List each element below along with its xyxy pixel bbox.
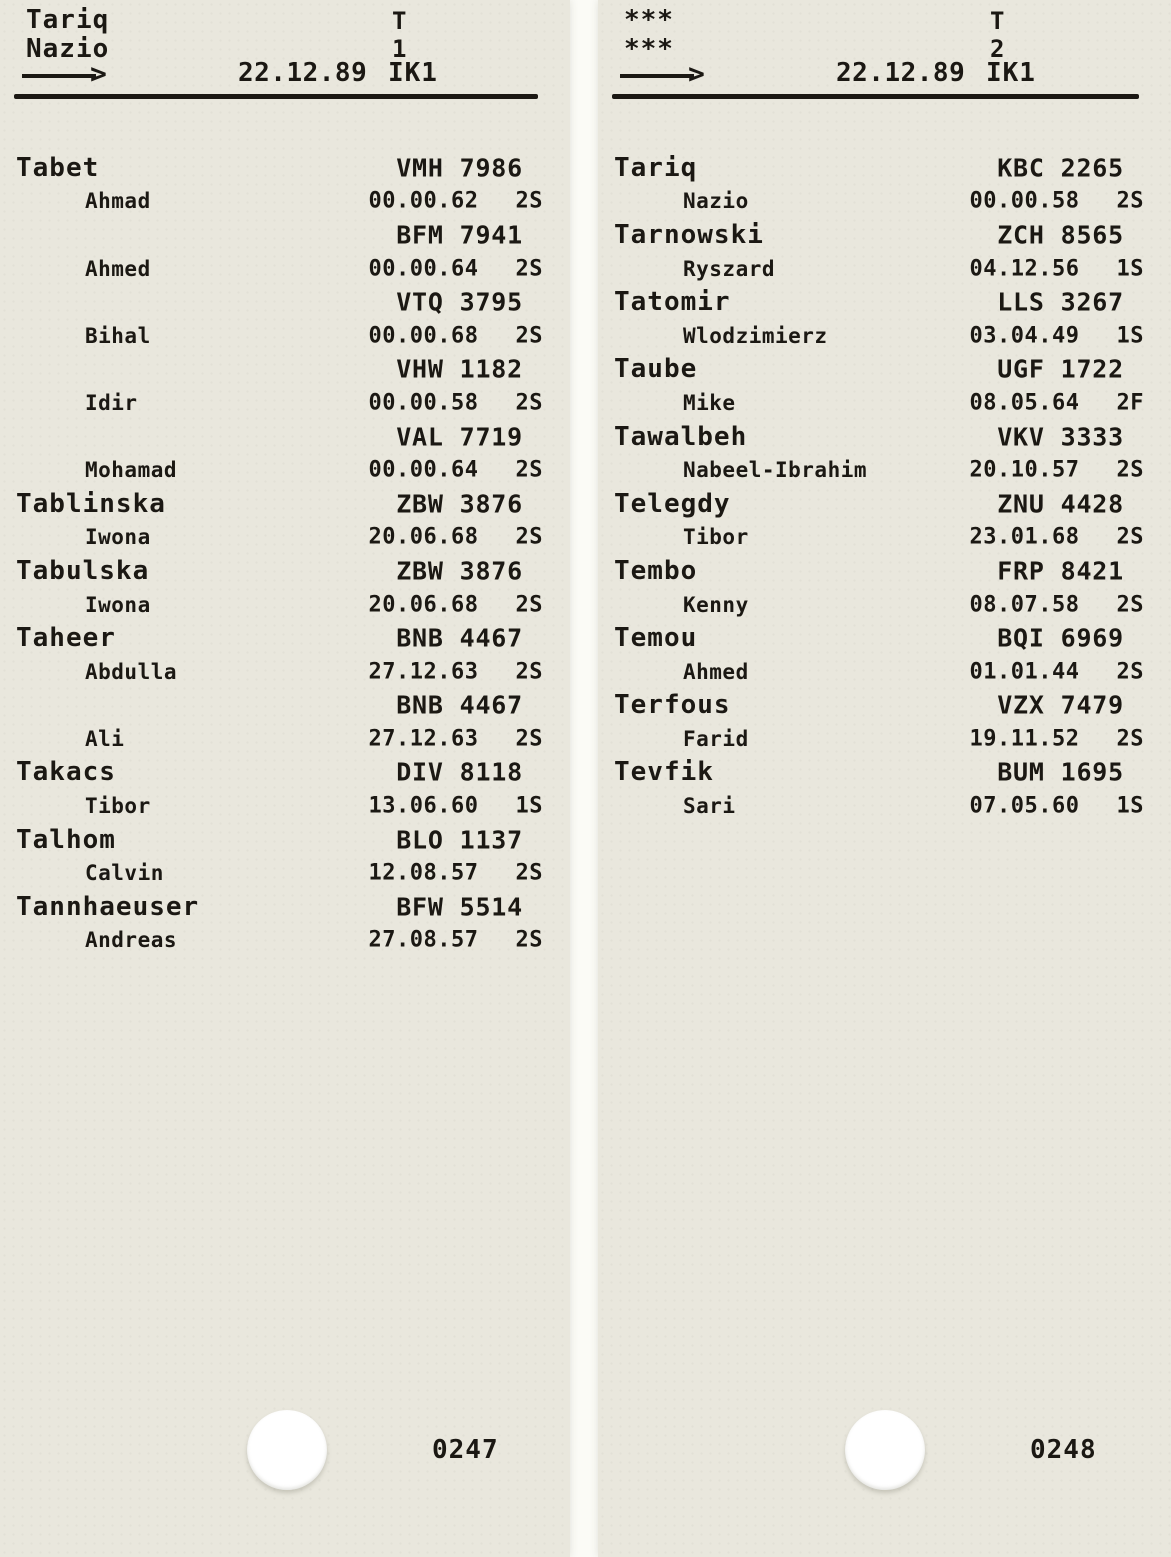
entry-row bbox=[598, 186, 1171, 220]
entry-row bbox=[0, 421, 570, 455]
entry-value bbox=[369, 323, 543, 348]
register-card-2 bbox=[598, 0, 1171, 1557]
entry-row bbox=[0, 857, 570, 891]
given-name: Mohamad bbox=[85, 458, 178, 483]
registration-code: VHW 1182 bbox=[396, 354, 523, 384]
status-code: 2S bbox=[1116, 659, 1144, 685]
entry-value bbox=[369, 726, 543, 751]
surname: Tablinska bbox=[16, 488, 166, 519]
entry-value bbox=[997, 355, 1144, 384]
birth-date: 13.06.60 bbox=[368, 793, 479, 819]
entry-value bbox=[970, 323, 1144, 348]
header-rule bbox=[14, 94, 538, 99]
entry-value bbox=[970, 525, 1144, 550]
status-code: 2S bbox=[515, 390, 543, 416]
entry-value bbox=[970, 659, 1144, 684]
status-code: 2S bbox=[515, 188, 543, 214]
entry-value bbox=[369, 390, 543, 415]
register-card-1 bbox=[0, 0, 570, 1557]
entry-row bbox=[598, 690, 1171, 724]
entry-row bbox=[0, 387, 570, 421]
entry-row bbox=[0, 286, 570, 320]
status-code: 1S bbox=[515, 793, 543, 819]
registration-code: KBC 2265 bbox=[997, 153, 1124, 183]
entry-row bbox=[0, 790, 570, 824]
status-code: 2S bbox=[515, 457, 543, 483]
registration-code: VKV 3333 bbox=[997, 421, 1124, 451]
corner-line2: Nazio bbox=[26, 34, 110, 64]
status-code: 2S bbox=[515, 592, 543, 618]
entry-row bbox=[598, 723, 1171, 757]
entry-value bbox=[369, 189, 543, 214]
entry-value bbox=[396, 892, 543, 921]
entries-list bbox=[0, 152, 570, 958]
surname: Tabulska bbox=[16, 555, 150, 586]
given-name: Wlodzimierz bbox=[683, 323, 828, 348]
entry-row bbox=[598, 387, 1171, 421]
corner-line1: *** bbox=[624, 5, 674, 35]
birth-date: 20.06.68 bbox=[368, 592, 479, 618]
header-rule bbox=[612, 94, 1139, 99]
status-code: 2S bbox=[1116, 726, 1144, 752]
registration-code: ZNU 4428 bbox=[997, 489, 1124, 519]
surname: Taube bbox=[614, 354, 698, 385]
entry-row bbox=[0, 690, 570, 724]
arrow-shaft bbox=[620, 74, 694, 78]
entry-value bbox=[970, 592, 1144, 617]
given-name: Andreas bbox=[85, 928, 178, 953]
status-code: 2F bbox=[1116, 390, 1144, 416]
registration-code: BLO 1137 bbox=[396, 825, 523, 855]
given-name: Abdulla bbox=[85, 659, 178, 684]
entry-value bbox=[997, 422, 1144, 451]
given-name: Calvin bbox=[85, 861, 164, 886]
entry-value bbox=[396, 825, 543, 854]
registration-code: VMH 7986 bbox=[396, 153, 523, 183]
status-code: 2S bbox=[515, 659, 543, 685]
entry-value bbox=[997, 623, 1144, 652]
entry-row bbox=[598, 454, 1171, 488]
surname: Telegdy bbox=[614, 488, 731, 519]
status-code: 2S bbox=[1116, 188, 1144, 214]
entry-value bbox=[369, 525, 543, 550]
birth-date: 12.08.57 bbox=[368, 860, 479, 886]
surname: Tawalbeh bbox=[614, 421, 748, 452]
registration-code: LLS 3267 bbox=[997, 287, 1124, 317]
card-2-corner-label bbox=[624, 6, 674, 64]
corner-line2: *** bbox=[624, 34, 674, 64]
entry-value bbox=[970, 390, 1144, 415]
registration-code: BFW 5514 bbox=[396, 892, 523, 922]
birth-date: 07.05.60 bbox=[969, 793, 1080, 819]
status-code: 2S bbox=[515, 524, 543, 550]
registration-code: ZBW 3876 bbox=[396, 489, 523, 519]
entry-value bbox=[997, 288, 1144, 317]
card-1-corner-label bbox=[26, 6, 109, 64]
given-name: Ahmed bbox=[85, 256, 151, 281]
birth-date: 08.07.58 bbox=[969, 592, 1080, 618]
registration-code: BUM 1695 bbox=[997, 757, 1124, 787]
status-code: 2S bbox=[515, 323, 543, 349]
entry-value bbox=[997, 153, 1144, 182]
birth-date: 19.11.52 bbox=[969, 726, 1080, 752]
given-name: Ahmed bbox=[683, 659, 749, 684]
entry-row bbox=[598, 286, 1171, 320]
entry-value bbox=[369, 256, 543, 281]
entry-value bbox=[396, 153, 543, 182]
entry-row bbox=[0, 555, 570, 589]
given-name: Farid bbox=[683, 726, 749, 751]
entry-row bbox=[0, 152, 570, 186]
entry-value bbox=[997, 758, 1144, 787]
birth-date: 00.00.58 bbox=[368, 390, 479, 416]
entry-row bbox=[0, 219, 570, 253]
surname: Taheer bbox=[16, 622, 116, 653]
entry-value bbox=[396, 489, 543, 518]
card-1-header bbox=[0, 0, 570, 152]
birth-date: 00.00.64 bbox=[368, 256, 479, 282]
entry-row bbox=[598, 790, 1171, 824]
given-name: Ryszard bbox=[683, 256, 776, 281]
given-name: Iwona bbox=[85, 592, 151, 617]
entry-value bbox=[970, 458, 1144, 483]
status-code: 2S bbox=[515, 256, 543, 282]
status-code: 2S bbox=[515, 927, 543, 953]
tab-letter: T bbox=[990, 7, 1005, 35]
birth-date: 23.01.68 bbox=[969, 524, 1080, 550]
registration-code: VTQ 3795 bbox=[396, 287, 523, 317]
entry-row bbox=[0, 253, 570, 287]
entry-row bbox=[0, 824, 570, 858]
entry-value bbox=[997, 220, 1144, 249]
entry-row bbox=[0, 757, 570, 791]
given-name: Nazio bbox=[683, 189, 749, 214]
registration-code: VZX 7479 bbox=[997, 690, 1124, 720]
given-name: Ali bbox=[85, 726, 125, 751]
surname: Talhom bbox=[16, 824, 116, 855]
entry-value bbox=[369, 794, 543, 819]
registration-code: VAL 7719 bbox=[396, 421, 523, 451]
given-name: Nabeel-Ibrahim bbox=[683, 458, 868, 483]
given-name: Tibor bbox=[683, 525, 749, 550]
arrow-head: > bbox=[688, 56, 705, 90]
birth-date: 00.00.64 bbox=[368, 457, 479, 483]
entry-value bbox=[396, 623, 543, 652]
card-serial-number: 0248 bbox=[1030, 1435, 1097, 1465]
entry-value bbox=[369, 458, 543, 483]
header-date: 22.12.89 bbox=[836, 58, 966, 88]
entry-value bbox=[369, 659, 543, 684]
entry-value bbox=[970, 256, 1144, 281]
arrow-shaft bbox=[22, 74, 96, 78]
given-name: Idir bbox=[85, 390, 138, 415]
birth-date: 04.12.56 bbox=[969, 256, 1080, 282]
birth-date: 00.00.62 bbox=[368, 188, 479, 214]
entry-value bbox=[997, 691, 1144, 720]
given-name: Kenny bbox=[683, 592, 749, 617]
entry-row bbox=[598, 354, 1171, 388]
entries-list bbox=[598, 152, 1171, 824]
entry-value bbox=[396, 422, 543, 451]
entry-row bbox=[0, 723, 570, 757]
entry-row bbox=[598, 152, 1171, 186]
status-code: 2S bbox=[1116, 524, 1144, 550]
entry-row bbox=[598, 219, 1171, 253]
given-name: Sari bbox=[683, 794, 736, 819]
entry-row bbox=[598, 589, 1171, 623]
card-serial-number: 0247 bbox=[432, 1435, 499, 1465]
card-2-header bbox=[598, 0, 1171, 152]
entry-row bbox=[598, 622, 1171, 656]
entry-row bbox=[598, 253, 1171, 287]
entry-value bbox=[396, 556, 543, 585]
entry-value bbox=[369, 592, 543, 617]
birth-date: 27.12.63 bbox=[368, 726, 479, 752]
surname: Temou bbox=[614, 622, 698, 653]
arrow-icon bbox=[22, 56, 107, 90]
birth-date: 01.01.44 bbox=[969, 659, 1080, 685]
entry-row bbox=[0, 925, 570, 959]
entry-value bbox=[396, 220, 543, 249]
status-code: 1S bbox=[1116, 793, 1144, 819]
entry-row bbox=[0, 320, 570, 354]
entry-row bbox=[0, 622, 570, 656]
entry-row bbox=[0, 354, 570, 388]
page-number: 1 bbox=[392, 35, 407, 63]
surname: Tariq bbox=[614, 152, 698, 183]
entry-row bbox=[598, 757, 1171, 791]
entry-row bbox=[0, 454, 570, 488]
registration-code: BNB 4467 bbox=[396, 623, 523, 653]
header-batch-code: IK1 bbox=[388, 58, 438, 88]
entry-row bbox=[0, 589, 570, 623]
hole-punch bbox=[247, 1410, 327, 1490]
surname: Tarnowski bbox=[614, 219, 764, 250]
status-code: 2S bbox=[1116, 457, 1144, 483]
entry-row bbox=[0, 186, 570, 220]
entry-value bbox=[396, 758, 543, 787]
entry-row bbox=[598, 421, 1171, 455]
status-code: 1S bbox=[1116, 323, 1144, 349]
birth-date: 27.12.63 bbox=[368, 659, 479, 685]
surname: Terfous bbox=[614, 690, 731, 721]
status-code: 2S bbox=[515, 860, 543, 886]
given-name: Mike bbox=[683, 390, 736, 415]
entry-row bbox=[0, 891, 570, 925]
registration-code: DIV 8118 bbox=[396, 757, 523, 787]
entry-value bbox=[970, 189, 1144, 214]
entry-value bbox=[970, 794, 1144, 819]
status-code: 2S bbox=[515, 726, 543, 752]
entry-row bbox=[598, 522, 1171, 556]
surname: Tatomir bbox=[614, 286, 731, 317]
surname: Takacs bbox=[16, 757, 116, 788]
registration-code: BQI 6969 bbox=[997, 623, 1124, 653]
registration-code: FRP 8421 bbox=[997, 556, 1124, 586]
corner-line1: Tariq bbox=[26, 5, 110, 35]
page-number: 2 bbox=[990, 35, 1005, 63]
entry-value bbox=[970, 726, 1144, 751]
entry-row bbox=[598, 656, 1171, 690]
entry-row bbox=[598, 320, 1171, 354]
entry-row bbox=[0, 656, 570, 690]
surname: Tabet bbox=[16, 152, 100, 183]
birth-date: 20.10.57 bbox=[969, 457, 1080, 483]
entry-value bbox=[396, 288, 543, 317]
surname: Tevfik bbox=[614, 757, 714, 788]
birth-date: 03.04.49 bbox=[969, 323, 1080, 349]
registration-code: BNB 4467 bbox=[396, 690, 523, 720]
entry-row bbox=[598, 555, 1171, 589]
entry-value bbox=[997, 489, 1144, 518]
given-name: Ahmad bbox=[85, 189, 151, 214]
entry-value bbox=[369, 861, 543, 886]
entry-row bbox=[0, 522, 570, 556]
entry-value bbox=[997, 556, 1144, 585]
birth-date: 20.06.68 bbox=[368, 524, 479, 550]
status-code: 1S bbox=[1116, 256, 1144, 282]
birth-date: 00.00.58 bbox=[969, 188, 1080, 214]
tab-letter: T bbox=[392, 7, 407, 35]
registration-code: BFM 7941 bbox=[396, 220, 523, 250]
given-name: Bihal bbox=[85, 323, 151, 348]
entry-value bbox=[369, 928, 543, 953]
status-code: 2S bbox=[1116, 592, 1144, 618]
surname: Tannhaeuser bbox=[16, 891, 200, 922]
entry-value bbox=[396, 691, 543, 720]
header-batch-code: IK1 bbox=[986, 58, 1036, 88]
given-name: Tibor bbox=[85, 794, 151, 819]
entry-row bbox=[0, 488, 570, 522]
birth-date: 08.05.64 bbox=[969, 390, 1080, 416]
registration-code: ZCH 8565 bbox=[997, 220, 1124, 250]
surname: Tembo bbox=[614, 555, 698, 586]
birth-date: 27.08.57 bbox=[368, 927, 479, 953]
arrow-head: > bbox=[90, 56, 107, 90]
registration-code: UGF 1722 bbox=[997, 354, 1124, 384]
registration-code: ZBW 3876 bbox=[396, 556, 523, 586]
entry-value bbox=[396, 355, 543, 384]
given-name: Iwona bbox=[85, 525, 151, 550]
birth-date: 00.00.68 bbox=[368, 323, 479, 349]
entry-row bbox=[598, 488, 1171, 522]
arrow-icon bbox=[620, 56, 705, 90]
hole-punch bbox=[845, 1410, 925, 1490]
header-date: 22.12.89 bbox=[238, 58, 368, 88]
